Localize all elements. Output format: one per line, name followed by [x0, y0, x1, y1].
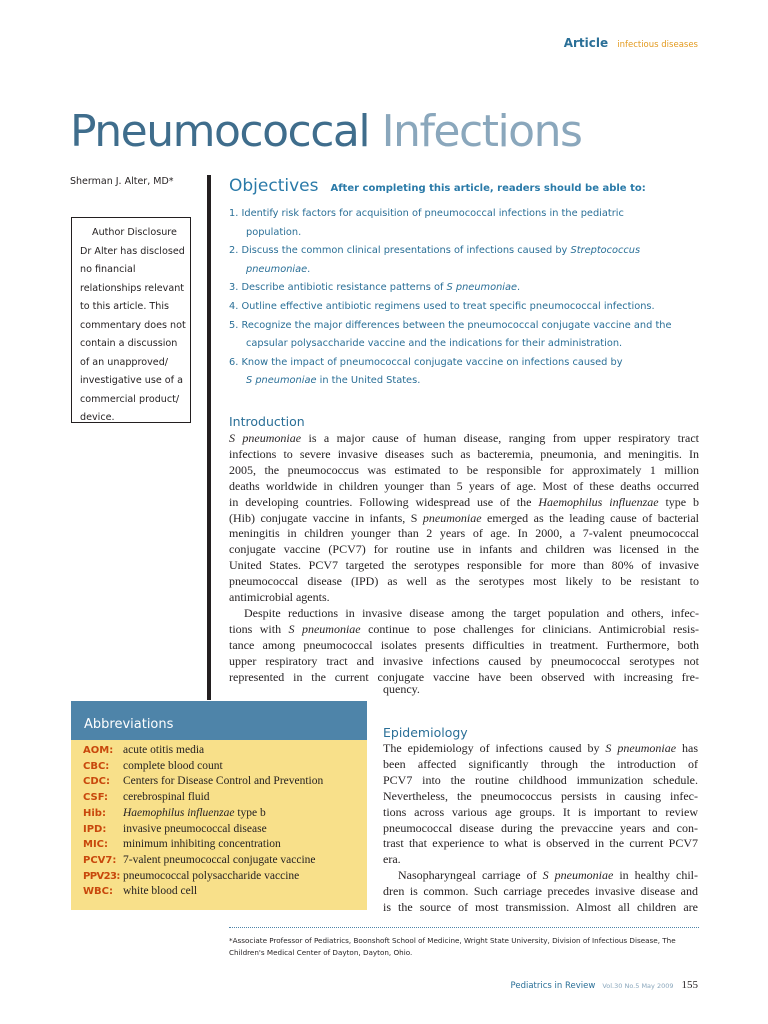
objective-line: population. [246, 226, 302, 238]
abbreviation-row: PCV7: 7-valent pneumococcal conjugate vaccine [83, 853, 316, 866]
abbreviation-row: AOM: acute otitis media [83, 744, 205, 756]
body-line: The epidemiology of infections caused by S pneumoniae has [383, 741, 699, 755]
objectives-intro: After completing this article, readers should be able to: [330, 183, 646, 194]
objective-line: 2. Discuss the common clinical presentations of infections caused by Streptococcus [229, 245, 641, 257]
body-line: antimicrobial agents. [229, 590, 330, 605]
body-line: tions across various age groups. It is important to review [383, 804, 698, 819]
article-title [70, 106, 582, 157]
body-line: dren is common. Such carriage precedes invasive disease and [383, 884, 698, 899]
disclosure-line: commentary does not [80, 319, 186, 331]
abbreviation-row: PPV23: pneumococcal polysaccharide vaccine [83, 869, 300, 882]
body-line: is the source of most transmission. Almost all children are [383, 900, 698, 915]
objective-line: pneumoniae. [246, 263, 311, 275]
objective-line: 1. Identify risk factors for acquisition of pneumococcal infections in the pediatric [229, 208, 624, 219]
objective-line: 4. Outline effective antibiotic regimens used to treat specific pneumococcal infections. [229, 300, 655, 312]
body-line: Despite reductions in invasive disease among the target population and others, infec- [244, 605, 699, 620]
body-line: (Hib) conjugate vaccine in infants, S pneumoniae emerged as the leading cause of bacterial [229, 510, 699, 525]
disclosure-line: device. [80, 412, 115, 423]
body-line: PCV7 into the routine childhood immunization schedule. [383, 772, 698, 787]
objective-line: S pneumoniae in the United States. [246, 375, 421, 387]
abbreviations-list [83, 743, 323, 900]
objective-line: 6. Know the impact of pneumococcal conjugate vaccine on infections caused by [229, 356, 623, 368]
title-part-1: Pneumococcal [70, 106, 370, 157]
abbreviation-row: CDC: Centers for Disease Control and Prevention [83, 775, 324, 788]
title-part-2: Infections [381, 106, 582, 157]
section-label: infectious diseases [617, 40, 698, 50]
introduction-heading: Introduction [229, 414, 305, 429]
journal-name: Pediatrics in Review [510, 981, 596, 991]
body-line: Nasopharyngeal carriage of S pneumoniae in healthy chil- [398, 868, 698, 883]
author-byline: Sherman J. Alter, MD* [70, 176, 174, 187]
column-divider [207, 175, 211, 700]
body-line: pneumococcal disease (IPD) as well as the serotypes most likely to be resistant to [229, 574, 699, 589]
body-line: United States. PCV7 targeted the serotypes responsible for more than 80% of invasive [229, 558, 699, 573]
body-line: infections to severe invasive diseases such as bacteremia, pneumonia, and meningitis. In [229, 446, 699, 461]
author-footnote: *Associate Professor of Pediatrics, Boonshoft School of Medicine, Wright State University, Division of Infectious Disease, The Children's Medical Center of Dayton, Dayton, Ohio. [229, 936, 676, 957]
body-line: era. [383, 852, 401, 867]
body-line: tions with S pneumoniae continue to pose challenges for clinicians. Antimicrobial resis- [229, 621, 700, 636]
abbreviation-row: IPD: invasive pneumococcal disease [83, 822, 267, 835]
disclosure-line: of an unapproved/ [80, 356, 169, 368]
abbreviation-row: MIC: minimum inhibiting concentration [83, 838, 281, 851]
running-header [564, 32, 698, 51]
body-line: represented in the current conjugate vaccine have been observed with increasing fre- [229, 669, 699, 684]
abbreviation-row: Hib: Haemophilus influenzae type b [83, 806, 266, 819]
author-disclosure-box [71, 217, 191, 423]
objective-line: 3. Describe antibiotic resistance patterns of S pneumoniae. [229, 282, 521, 294]
body-line: conjugate vaccine (PCV7) for routine use in infants and children was licensed in the [229, 542, 699, 557]
disclosure-line: Author Disclosure [92, 227, 177, 238]
page-footer [511, 975, 698, 993]
abbreviation-row: CBC: complete blood count [83, 759, 223, 772]
introduction-text [229, 431, 699, 686]
body-line: S pneumoniae is a major cause of human disease, ranging from upper respiratory tract [229, 431, 699, 445]
body-line: pneumococcal disease during the prevaccine years and con- [383, 820, 698, 835]
article-type-label: Article [563, 36, 609, 50]
body-line: tance among pneumococcal isolates presents difficulties in treatment. Furthermore, both [229, 637, 699, 652]
objective-line: 5. Recognize the major differences between the pneumococcal conjugate vaccine and the [229, 319, 672, 331]
epidemiology-heading: Epidemiology [383, 725, 468, 740]
footnote-rule [229, 927, 699, 928]
disclosure-line: Dr Alter has disclosed [80, 245, 185, 257]
journal-volume: Vol.30 No.5 May 2009 [602, 982, 674, 990]
abbreviation-row: CSF: cerebrospinal fluid [83, 791, 210, 804]
body-line: deaths worldwide in children younger than 5 years of age. Most of these deaths occurred [229, 478, 699, 493]
disclosure-line: no financial [80, 264, 136, 275]
disclosure-line: to this article. This [80, 301, 170, 312]
disclosure-line: contain a discussion [80, 338, 178, 349]
body-line: 2005, the pneumococcus was estimated to be responsible for approximately 1 million [229, 462, 699, 477]
body-line: upper respiratory tract and invasive infections caused by pneumococcal serotypes not [229, 653, 699, 668]
abbreviations-title: Abbreviations [71, 701, 367, 740]
epidemiology-text [383, 741, 698, 916]
body-line: Nevertheless, the pneumococcus persists in causing infec- [383, 788, 698, 803]
abbreviation-row: WBC: white blood cell [83, 885, 198, 898]
body-line: meningitis in children younger than 2 years of age. In 2000, a 7-valent pneumococcal [229, 526, 699, 541]
objective-line: capsular polysaccharide vaccine and the indications for their administration. [246, 338, 623, 350]
body-line: been affected significantly through the introduction of [383, 756, 698, 771]
body-line: quency. [383, 682, 420, 696]
objectives-list [229, 205, 699, 391]
page-number: 155 [681, 979, 698, 991]
disclosure-line: investigative use of a [80, 375, 183, 386]
objectives-title: Objectives [229, 176, 319, 196]
disclosure-line: relationships relevant [80, 282, 185, 294]
body-line: trast that experience to what is observed in the current PCV7 [383, 836, 698, 851]
body-line: in developing countries. Following widespread use of the Haemophilus influenzae type b [229, 494, 700, 509]
abbreviations-box [71, 701, 367, 910]
objectives-header [229, 176, 646, 196]
disclosure-line: commercial product/ [80, 393, 180, 405]
